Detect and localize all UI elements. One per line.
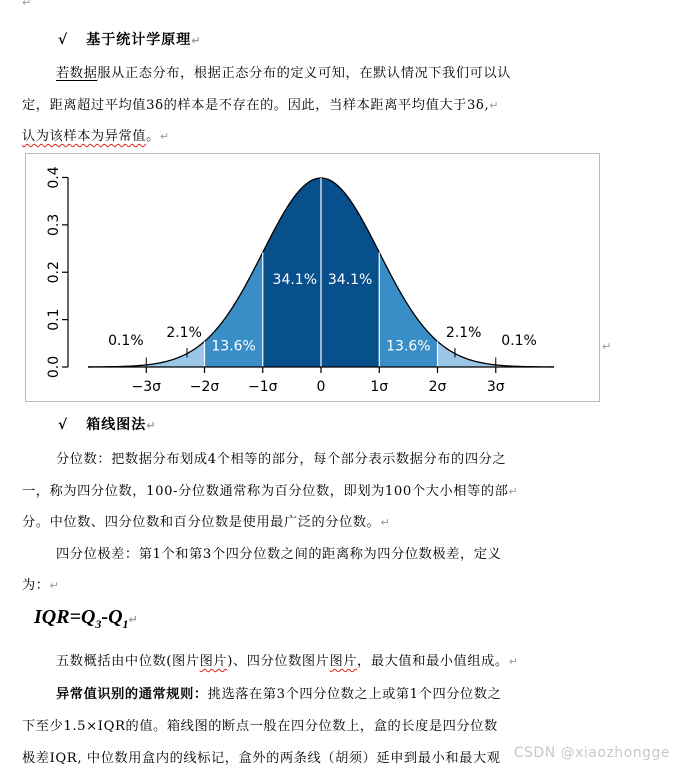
checkmark-icon: √ <box>58 32 69 48</box>
x-tick-label: 2σ <box>428 379 447 395</box>
text: ，最大值和最小值组成。 <box>357 654 509 669</box>
region-label: 34.1% <box>327 272 373 289</box>
x-tick-label: −1σ <box>247 379 278 395</box>
section2-line-5 <box>22 574 59 593</box>
paragraph-mark: ↵ <box>22 0 32 9</box>
y-tick-label: 0.1 <box>46 308 62 331</box>
formula-part: -Q <box>101 606 123 628</box>
x-tick-label: 3σ <box>486 379 505 395</box>
paragraph-mark: ↵ <box>489 99 499 112</box>
section1-line-3 <box>22 125 169 144</box>
text: 挑选落在第3个四分位数之上或第1个四分位数之 <box>207 687 502 702</box>
section2-heading <box>58 414 155 434</box>
text: 为： <box>22 578 50 593</box>
y-tick-label: 0.3 <box>46 213 62 236</box>
paragraph-mark: ↵ <box>49 579 59 592</box>
section2-line-4: 四分位极差：第1个和第3个四分位数之间的距离称为四分位数极差，定义 <box>56 547 502 562</box>
section1-line-2 <box>22 94 498 113</box>
y-tick-label: 0.4 <box>46 166 62 189</box>
five-number-summary <box>56 650 518 669</box>
normal-distribution-figure <box>25 153 600 402</box>
text: )、四分位数图片 <box>227 654 330 669</box>
text: 一，称为四分位数，100-分位数通常称为百分位数，即划为100个大小相等的部 <box>22 484 509 499</box>
region-label: 2.1% <box>166 325 202 342</box>
y-tick-label: 0.2 <box>46 261 62 284</box>
formula-part: IQR=Q <box>34 606 96 628</box>
underlined-text: 图片 <box>329 654 358 669</box>
paragraph-mark: ↵ <box>159 130 170 143</box>
x-tick-label: −3σ <box>131 379 162 395</box>
section2-title: 箱线图法 <box>86 417 147 433</box>
paragraph-mark: ↵ <box>380 516 390 529</box>
formula-subscript: 1 <box>122 617 129 631</box>
section2-line-3 <box>22 511 390 530</box>
y-tick-label: 0.0 <box>46 355 62 379</box>
paragraph-mark: ↵ <box>602 340 612 353</box>
paragraph-mark: ↵ <box>146 419 156 432</box>
underlined-text: 图片 <box>199 654 228 669</box>
paragraph-mark: ↵ <box>508 485 518 498</box>
section1-title: 基于统计学原理 <box>86 32 192 48</box>
normal-distribution-chart <box>26 154 599 401</box>
x-tick-label: 1σ <box>370 379 389 395</box>
watermark: CSDN @xiaozhongge <box>513 745 670 761</box>
section2-line-1: 分位数：把数据分布划成4个相等的部分，每个部分表示数据分布的四分之 <box>56 452 507 467</box>
region-label: 13.6% <box>386 338 431 355</box>
paragraph-mark: ↵ <box>128 613 138 626</box>
region-label: 34.1% <box>272 272 318 289</box>
underlined-text: 认为该样本为异常值 <box>22 129 147 144</box>
outlier-rule-line-2: 下至少1.5×IQR的值。箱线图的断点一般在四分位数上，盒的长度是四分位数 <box>22 719 498 734</box>
paragraph-mark: ↵ <box>508 655 518 668</box>
bold-text: 异常值识别的通常规则： <box>56 687 208 702</box>
underlined-text: 若数据 <box>56 66 98 81</box>
text: 。 <box>146 129 160 144</box>
text: 定，距离超过平均值3δ的样本是不存在的。因此，当样本距离平均值大于3δ, <box>22 98 490 113</box>
outlier-rule-line-1 <box>56 683 501 702</box>
text: 五数概括由中位数(图片 <box>56 654 200 669</box>
text: 分。中位数、四分位数和百分位数是使用最广泛的分位数。 <box>22 515 381 530</box>
region-label: 0.1% <box>108 333 144 350</box>
paragraph-mark: ↵ <box>191 34 201 47</box>
iqr-formula <box>34 606 138 632</box>
region-label: 0.1% <box>501 333 537 350</box>
region-label: 2.1% <box>445 325 482 342</box>
checkmark-icon: √ <box>58 417 69 433</box>
text: 服从正态分布，根据正态分布的定义可知，在默认情况下我们可以认 <box>97 66 511 81</box>
formula-subscript: 3 <box>95 617 102 631</box>
section2-line-2 <box>22 480 518 499</box>
section1-line-1 <box>56 62 511 81</box>
section1-heading <box>58 29 200 49</box>
outlier-rule-line-3: 极差IQR, 中位数用盒内的线标记，盒外的两条线（胡须）延申到最小和最大观 <box>22 751 501 766</box>
region-label: 13.6% <box>211 338 256 355</box>
x-tick-label: −2σ <box>189 379 220 395</box>
x-tick-label: 0 <box>316 379 326 395</box>
